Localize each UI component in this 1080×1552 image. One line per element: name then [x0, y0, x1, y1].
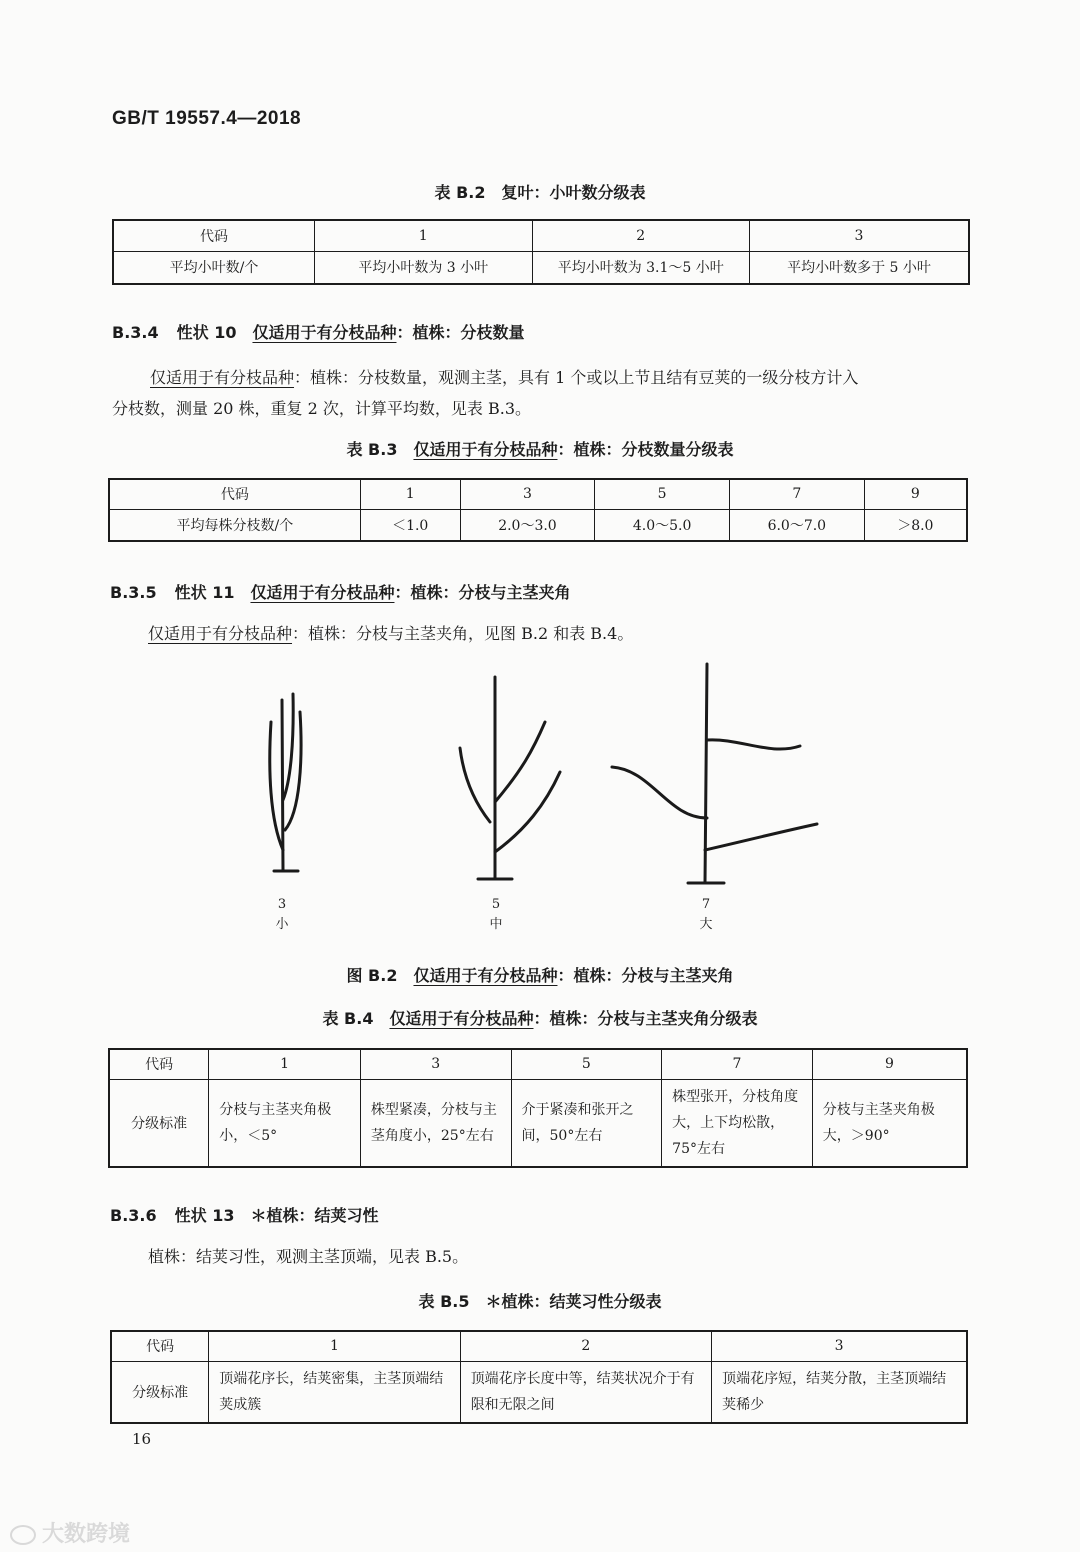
section-number: B.3.4 — [112, 323, 159, 342]
para-text: ：植株：分枝与主茎夹角，见图 B.2 和表 B.4。 — [292, 624, 634, 643]
plant-medium-angle-illustration — [460, 677, 560, 879]
table-b3-caption — [0, 437, 1080, 460]
table-cell: 4.0～5.0 — [595, 509, 730, 541]
figure-label-medium — [476, 895, 516, 935]
table-cell: 1 — [315, 220, 532, 251]
table-cell: 3 — [750, 220, 970, 251]
table-cell: 2 — [460, 1331, 711, 1361]
section-b35-heading — [110, 580, 571, 603]
table-cell: 平均小叶数为 3 小叶 — [315, 251, 532, 284]
table-cell: 分枝与主茎夹角极大，＞90° — [812, 1079, 967, 1167]
title-rest: ：植株：分枝与主茎夹角 — [394, 583, 571, 602]
table-b3 — [108, 478, 968, 542]
table-cell: 分级标准 — [111, 1361, 209, 1423]
table-cell: 5 — [511, 1049, 662, 1079]
caption-rest: ：植株：分枝与主茎夹角分级表 — [533, 1009, 758, 1028]
trait-label: 性状 13 — [174, 1206, 235, 1225]
table-cell: 2.0～3.0 — [460, 509, 595, 541]
section-b35-paragraph — [148, 618, 633, 649]
table-cell: 株型张开，分枝角度大，上下均松散，75°左右 — [662, 1079, 813, 1167]
table-cell: 代码 — [111, 1331, 209, 1361]
table-cell: 顶端花序短，结荚分散，主茎顶端结荚稀少 — [712, 1361, 967, 1423]
section-b34-paragraph — [112, 362, 972, 424]
para-underlined: 仅适用于有分枝品种 — [150, 368, 295, 387]
table-row — [109, 509, 967, 541]
plant-large-angle-illustration — [612, 664, 817, 883]
section-b36-heading — [110, 1203, 378, 1226]
table-cell: 7 — [729, 479, 864, 509]
table-cell: 平均小叶数多于 5 小叶 — [750, 251, 970, 284]
table-cell: 2 — [532, 220, 750, 251]
trait-label: 性状 10 — [176, 323, 237, 342]
table-cell: 1 — [360, 479, 460, 509]
table-row — [109, 1079, 967, 1167]
plant-small-angle-illustration — [270, 694, 301, 871]
section-number: B.3.6 — [110, 1206, 157, 1225]
caption-prefix: 表 B.4 — [322, 1009, 390, 1028]
table-cell: 株型紧凑，分枝与主茎角度小，25°左右 — [360, 1079, 511, 1167]
table-cell: 3 — [360, 1049, 511, 1079]
table-cell: 6.0～7.0 — [729, 509, 864, 541]
title-rest: ：植株：分枝数量 — [396, 323, 525, 342]
table-b4 — [108, 1048, 968, 1168]
table-cell: ＜1.0 — [360, 509, 460, 541]
title-underlined: 仅适用于有分枝品种 — [252, 323, 397, 342]
table-cell: ＞8.0 — [864, 509, 967, 541]
table-cell: 7 — [662, 1049, 813, 1079]
page-number: 16 — [132, 1430, 152, 1448]
table-cell: 1 — [209, 1049, 361, 1079]
table-cell: 分级标准 — [109, 1079, 209, 1167]
table-header-row — [113, 220, 969, 251]
table-cell: 9 — [864, 479, 967, 509]
table-header-row — [111, 1331, 967, 1361]
figure-label-code: 3 — [277, 897, 287, 912]
table-cell: 平均小叶数/个 — [113, 251, 315, 284]
standard-code: GB/T 19557.4—2018 — [112, 108, 302, 129]
table-header-row — [109, 479, 967, 509]
figure-label-code: 5 — [491, 897, 501, 912]
figure-label-code: 7 — [701, 897, 711, 912]
table-b5 — [110, 1330, 968, 1424]
table-row — [111, 1361, 967, 1423]
table-cell: 平均每株分枝数/个 — [109, 509, 360, 541]
table-cell: 代码 — [109, 479, 360, 509]
watermark — [10, 1517, 130, 1548]
figure-b2-caption — [0, 963, 1080, 986]
table-b2 — [112, 219, 970, 285]
table-cell: 代码 — [113, 220, 315, 251]
para-text-line2: 分枝数，测量 20 株，重复 2 次，计算平均数，见表 B.3。 — [112, 399, 531, 418]
section-b34-heading — [112, 320, 525, 343]
table-cell: 代码 — [109, 1049, 209, 1079]
table-cell: 3 — [460, 479, 595, 509]
para-underlined: 仅适用于有分枝品种 — [148, 624, 293, 643]
figure-label-large — [686, 895, 726, 935]
table-b4-caption — [0, 1006, 1080, 1029]
watermark-logo-icon — [10, 1525, 36, 1545]
table-cell: 分枝与主茎夹角极小，＜5° — [209, 1079, 361, 1167]
table-cell: 9 — [812, 1049, 967, 1079]
title-text: ＊植株：结荚习性 — [250, 1206, 379, 1225]
figure-label-size: 大 — [699, 917, 713, 932]
caption-prefix: 图 B.2 — [346, 966, 414, 985]
section-b36-paragraph: 植株：结荚习性，观测主茎顶端，见表 B.5。 — [148, 1247, 469, 1266]
table-b2-caption: 表 B.2 复叶：小叶数分级表 — [434, 183, 646, 202]
section-number: B.3.5 — [110, 583, 157, 602]
table-header-row — [109, 1049, 967, 1079]
figure-b2-drawing — [0, 650, 1080, 900]
caption-rest: ：植株：分枝与主茎夹角 — [557, 966, 734, 985]
para-text: ：植株：分枝数量，观测主茎，具有 1 个或以上节且结有豆荚的一级分枝方计入 — [294, 368, 859, 387]
table-cell: 介于紧凑和张开之间，50°左右 — [511, 1079, 662, 1167]
caption-underlined: 仅适用于有分枝品种 — [413, 440, 558, 459]
table-cell: 顶端花序长，结荚密集，主茎顶端结荚成簇 — [209, 1361, 460, 1423]
watermark-text: 大数跨境 — [42, 1522, 131, 1547]
table-row — [113, 251, 969, 284]
trait-label: 性状 11 — [174, 583, 235, 602]
figure-label-size: 小 — [275, 917, 289, 932]
table-cell: 顶端花序长度中等，结荚状况介于有限和无限之间 — [460, 1361, 711, 1423]
title-underlined: 仅适用于有分枝品种 — [250, 583, 395, 602]
caption-underlined: 仅适用于有分枝品种 — [389, 1009, 534, 1028]
table-b5-caption: 表 B.5 ＊植株：结荚习性分级表 — [418, 1292, 662, 1311]
figure-label-small — [262, 895, 302, 935]
caption-rest: ：植株：分枝数量分级表 — [557, 440, 734, 459]
figure-label-size: 中 — [489, 917, 503, 932]
table-cell: 平均小叶数为 3.1～5 小叶 — [532, 251, 750, 284]
caption-underlined: 仅适用于有分枝品种 — [413, 966, 558, 985]
caption-prefix: 表 B.3 — [346, 440, 414, 459]
table-cell: 5 — [595, 479, 730, 509]
table-cell: 3 — [712, 1331, 967, 1361]
table-cell: 1 — [209, 1331, 460, 1361]
